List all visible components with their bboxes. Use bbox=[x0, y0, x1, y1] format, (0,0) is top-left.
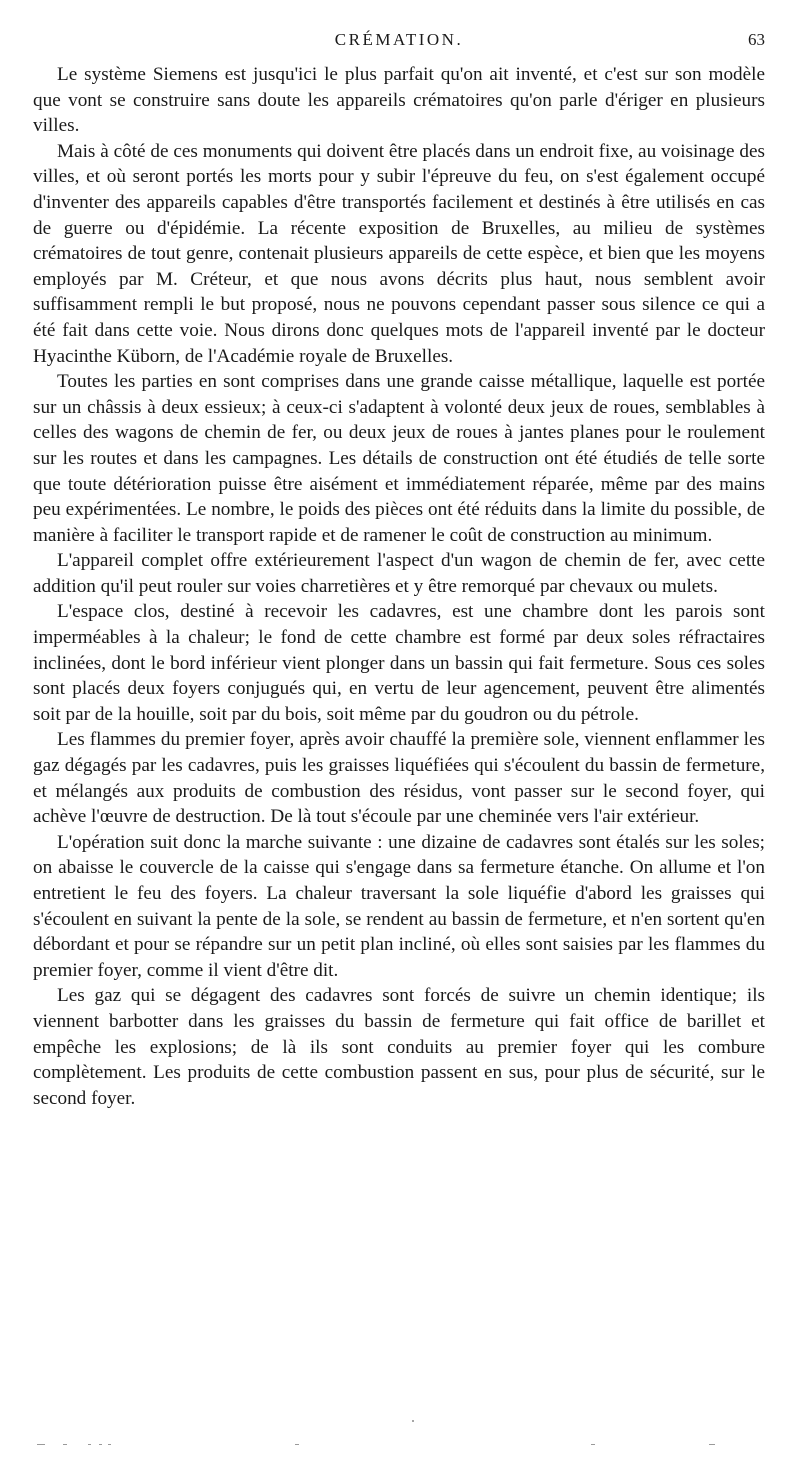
paragraph-1: Le système Siemens est jusqu'ici le plus parfait qu'on ait inventé, et c'est sur son modèle que vont se construire sans doute les appareils crématoires qu'on parle d'ériger en plusieurs villes. bbox=[33, 64, 765, 137]
paragraph-2: Mais à côté de ces monuments qui doivent être placés dans un endroit fixe, au voisinage des villes, et où seront portés les morts pour y subir l'épreuve du feu, on s'est également occupé d'inventer des appareils capables d'être transportés facilement et destinés à être utilisés en cas de guerre ou d'épidémie. La récente exposition de Bruxelles, au milieu de systèmes crématoires de tout genre, contenait plusieurs appareils de cette espèce, et bien que les moyens employés par M. Créteur, et que nous avons décrits plus haut, nous semblent avoir suffisamment rempli le but proposé, nous ne pouvons cependant passer sous silence ce qui a été fait dans cette voie. Nous dirons donc quelques mots de l'appareil inventé par le docteur Hyacinthe Küborn, de l'Académie royale de Bruxelles. bbox=[33, 140, 765, 367]
running-head bbox=[33, 30, 765, 54]
scan-artifacts bbox=[33, 1440, 765, 1450]
paragraph-5: L'espace clos, destiné à recevoir les cadavres, est une chambre dont les parois sont imperméables à la chaleur; le fond de cette chambre est formé par deux soles réfractaires inclinées, dont le bord inférieur vient plonger dans un bassin qui fait fermeture. Sous ces soles sont placés deux foyers conjugués qui, en vertu de leur agencement, peuvent être alimentés soit par de la houille, soit par du bois, soit même par du goudron ou du pétrole. bbox=[33, 601, 765, 725]
scan-mark bbox=[709, 1444, 715, 1445]
paragraph-8: Les gaz qui se dégagent des cadavres sont forcés de suivre un chemin identique; ils viennent barbotter dans les graisses du bassin de fermeture qui fait office de barillet et empêche les explosions; de là ils sont conduits au premier foyer qui les combure complètement. Les produits de cette combustion passent en sus, pour plus de sécurité, sur le second foyer. bbox=[33, 985, 765, 1109]
paragraph-3: Toutes les parties en sont comprises dans une grande caisse métallique, laquelle est portée sur un châssis à deux essieux; à ceux-ci s'adaptent à volonté deux jeux de roues, semblables à celles des wagons de chemin de fer, ou deux jeux de roues à jantes planes pour le roulement sur les routes et dans les campagnes. Les détails de construction ont été étudiés de telle sorte que toute détérioration puisse être aisément et immédiatement réparée, même par des mains peu expérimentées. Le nombre, le poids des pièces ont été réduits dans la limite du possible, de manière à faciliter le transport rapide et de ramener le coût de construction au minimum. bbox=[33, 371, 765, 546]
scan-mark bbox=[99, 1444, 102, 1445]
scan-mark bbox=[295, 1444, 299, 1445]
scan-mark bbox=[37, 1444, 45, 1445]
scan-mark bbox=[108, 1444, 111, 1445]
paragraph-6: Les flammes du premier foyer, après avoir chauffé la première sole, viennent enflammer les gaz dégagés par les cadavres, puis les graisses liquéfiées qui s'écoulent du bassin de fermeture, et mélangés aux produits de combustion des résidus, vont passer sur le second foyer, qui achève l'œuvre de destruction. De là tout s'écoule par une cheminée vers l'air extérieur. bbox=[33, 729, 765, 828]
scan-mark bbox=[591, 1444, 595, 1445]
body-text bbox=[33, 62, 765, 1111]
paragraph-7: L'opération suit donc la marche suivante : une dizaine de cadavres sont étalés sur les soles; on abaisse le couvercle de la caisse qui s'engage dans sa fermeture étanche. On allume et l'on entretient le feu des foyers. La chaleur traversant la sole liquéfie d'abord les graisses qui s'écoulent en suivant la pente de la sole, se rendent au bassin de fermeture, et n'en sortent qu'en débordant et pour se répandre sur un petit plan incliné, où elles sont saisies par les flammes du premier foyer, comme il vient d'être dit. bbox=[33, 831, 765, 981]
paragraph-4: L'appareil complet offre extérieurement l'aspect d'un wagon de chemin de fer, avec cette addition qu'il peut rouler sur voies charretières et y être remorqué par chevaux ou mulets. bbox=[33, 550, 765, 597]
page-number: 63 bbox=[748, 30, 765, 49]
scan-mark bbox=[88, 1444, 91, 1445]
running-title: CRÉMATION. bbox=[334, 30, 464, 49]
scan-dot bbox=[412, 1420, 414, 1422]
scan-mark bbox=[63, 1444, 67, 1445]
